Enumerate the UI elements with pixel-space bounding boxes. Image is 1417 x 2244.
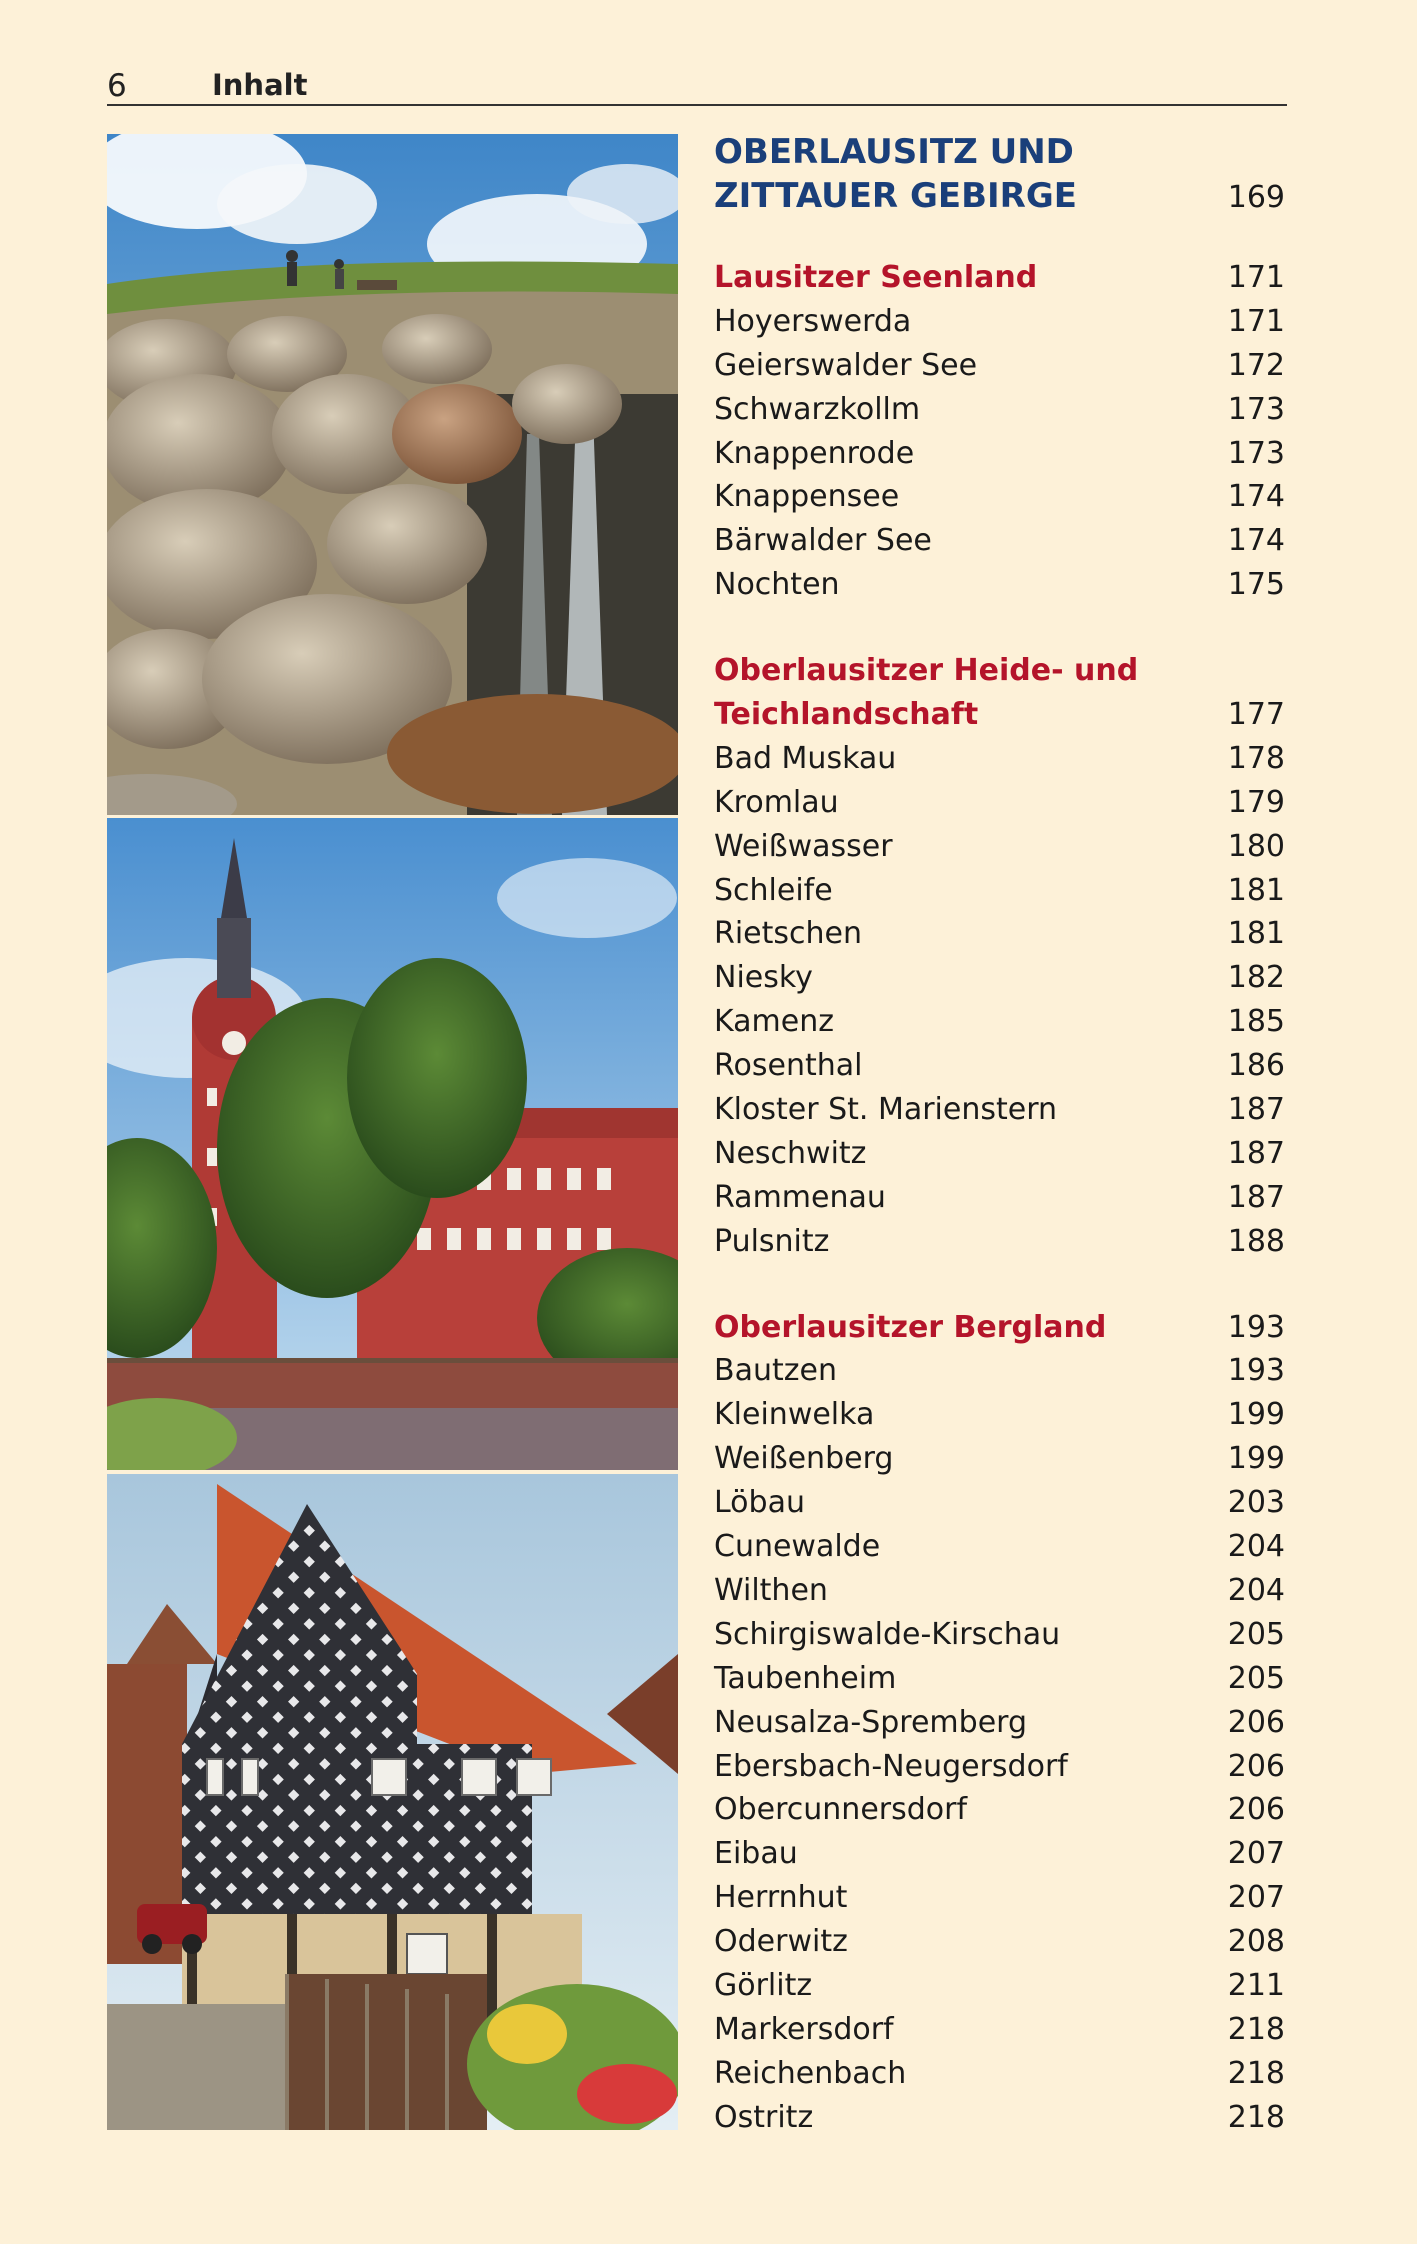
toc-entry[interactable] [714,912,1285,956]
toc-section-heading[interactable] [714,649,1285,693]
chapter-title [714,130,1285,218]
toc-entry-name: Kromlau [714,784,839,820]
toc-entry-page: 206 [1227,1704,1285,1740]
photo-castle-pond [107,818,678,1470]
toc-entry-name: Neusalza-Spremberg [714,1704,1028,1740]
toc-entry[interactable] [714,1569,1285,1613]
toc-entry-page: 218 [1227,2011,1285,2047]
toc-entry-page: 178 [1227,740,1285,776]
toc-entry[interactable] [714,1525,1285,1569]
running-title: Inhalt [212,68,308,102]
toc-entry-page: 187 [1227,1092,1285,1128]
section-heading-text: Lausitzer Seenland [714,260,1038,295]
toc-entry-name: Neschwitz [714,1135,867,1171]
toc-entry-page: 205 [1227,1660,1285,1696]
chapter-page: 169 [1227,180,1285,215]
toc-entry-name: Taubenheim [714,1660,897,1696]
section-spacer [714,1264,1285,1306]
toc-entry-page: 174 [1227,523,1285,559]
toc-entry[interactable] [714,1481,1285,1525]
toc-entry[interactable] [714,1132,1285,1176]
toc-entry-name: Rosenthal [714,1048,863,1084]
toc-entry-name: Hoyerswerda [714,303,912,339]
toc-entry-page: 205 [1227,1616,1285,1652]
toc-sections [714,218,1285,2140]
toc-entry[interactable] [714,1176,1285,1220]
toc-entry-page: 173 [1227,435,1285,471]
toc-entry-name: Schleife [714,872,833,908]
toc-entry[interactable] [714,1044,1285,1088]
toc-section-heading[interactable] [714,693,1285,737]
toc-entry-page: 207 [1227,1880,1285,1916]
toc-entry-name: Oderwitz [714,1924,848,1960]
toc-entry[interactable] [714,2008,1285,2052]
toc-entry-name: Rietschen [714,916,863,952]
photo-boulders-waterfall [107,134,678,815]
toc-entry-page: 173 [1227,391,1285,427]
chapter-title-line-1: OBERLAUSITZ UND [714,132,1074,172]
toc-section-heading[interactable] [714,256,1285,300]
toc-entry-page: 193 [1227,1353,1285,1389]
toc-entry[interactable] [714,1613,1285,1657]
toc-entry-name: Görlitz [714,1967,813,2003]
toc-entry[interactable] [714,781,1285,825]
chapter-title-row [714,174,1285,218]
toc-entry-page: 206 [1227,1792,1285,1828]
toc-entry-name: Wilthen [714,1572,828,1608]
toc-entry-page: 188 [1227,1223,1285,1259]
toc-entry-page: 208 [1227,1924,1285,1960]
toc-entry-page: 182 [1227,960,1285,996]
toc-entry-name: Ebersbach-Neugersdorf [714,1748,1068,1784]
toc-entry-name: Bautzen [714,1353,837,1389]
toc-entry-page: 186 [1227,1048,1285,1084]
toc-entry-name: Nochten [714,567,840,603]
toc-entry[interactable] [714,1000,1285,1044]
toc-entry-page: 207 [1227,1836,1285,1872]
toc-entry-page: 204 [1227,1572,1285,1608]
section-heading-text: Teichlandschaft [714,697,979,733]
page-number: 6 [107,68,127,104]
toc-entry-name: Pulsnitz [714,1223,830,1259]
toc-entry-page: 206 [1227,1748,1285,1784]
toc-entry[interactable] [714,1832,1285,1876]
toc-entry[interactable] [714,1220,1285,1264]
toc-entry-name: Bad Muskau [714,740,897,776]
toc-entry-name: Markersdorf [714,2011,894,2047]
toc-entry-name: Cunewalde [714,1529,881,1565]
section-page-number: 193 [1227,1309,1285,1345]
toc-entry[interactable] [714,519,1285,563]
toc-entry-name: Knappensee [714,479,900,515]
toc-entry-page: 199 [1227,1397,1285,1433]
toc-section-heading[interactable] [714,1306,1285,1350]
section-spacer [714,218,1285,256]
toc-entry[interactable] [714,2096,1285,2140]
toc-entry[interactable] [714,1876,1285,1920]
toc-entry-page: 218 [1227,2055,1285,2091]
toc-entry[interactable] [714,1920,1285,1964]
section-page-number: 177 [1227,697,1285,733]
toc-entry-name: Schirgiswalde-Kirschau [714,1616,1061,1652]
section-heading-text: Oberlausitzer Heide- und [714,653,1139,689]
toc-entry-name: Geierswalder See [714,347,978,383]
toc-entry[interactable] [714,825,1285,869]
toc-entry[interactable] [714,563,1285,607]
section-page-number: 171 [1227,260,1285,295]
toc-entry[interactable] [714,956,1285,1000]
section-spacer [714,607,1285,649]
toc-entry[interactable] [714,1745,1285,1789]
toc-entry-page: 174 [1227,479,1285,515]
toc-entry-name: Kamenz [714,1004,834,1040]
toc-entry-page: 172 [1227,347,1285,383]
toc-entry-page: 179 [1227,784,1285,820]
toc-entry-name: Löbau [714,1485,805,1521]
toc-entry-page: 181 [1227,872,1285,908]
toc-entry[interactable] [714,737,1285,781]
toc-entry-name: Schwarzkollm [714,391,921,427]
toc-entry-page: 180 [1227,828,1285,864]
chapter-title-line-2: ZITTAUER GEBIRGE [714,176,1077,216]
toc-entry[interactable] [714,1349,1285,1393]
toc-entry-name: Obercunnersdorf [714,1792,968,1828]
toc-entry-name: Rammenau [714,1179,886,1215]
toc-entry-page: 199 [1227,1441,1285,1477]
toc-entry[interactable] [714,1393,1285,1437]
toc-entry-name: Ostritz [714,2099,814,2135]
toc-entry[interactable] [714,1964,1285,2008]
toc-entry-page: 204 [1227,1529,1285,1565]
toc-entry-name: Herrnhut [714,1880,848,1916]
toc-entry-name: Knappenrode [714,435,915,471]
toc-entry-page: 218 [1227,2099,1285,2135]
toc-entry-name: Kleinwelka [714,1397,875,1433]
toc-entry-page: 175 [1227,567,1285,603]
toc-entry-name: Eibau [714,1836,798,1872]
toc-entry-name: Weißenberg [714,1441,894,1477]
toc-entry-name: Niesky [714,960,813,996]
toc-entry[interactable] [714,2052,1285,2096]
toc-entry-page: 187 [1227,1135,1285,1171]
toc-entry-page: 181 [1227,916,1285,952]
toc-entry[interactable] [714,475,1285,519]
toc-entry-name: Weißwasser [714,828,893,864]
toc-entry-page: 211 [1227,1967,1285,2003]
photo-half-timbered-house [107,1474,678,2130]
toc-entry[interactable] [714,432,1285,476]
toc-entry[interactable] [714,1657,1285,1701]
section-heading-text: Oberlausitzer Bergland [714,1309,1107,1345]
toc-entry-name: Bärwalder See [714,523,932,559]
toc-entry[interactable] [714,1788,1285,1832]
toc-entry-page: 187 [1227,1179,1285,1215]
page-header [107,60,1287,106]
toc-entry[interactable] [714,300,1285,344]
toc-entry[interactable] [714,1701,1285,1745]
toc-entry-name: Reichenbach [714,2055,907,2091]
toc-entry[interactable] [714,344,1285,388]
toc-entry[interactable] [714,1088,1285,1132]
toc-entry-name: Kloster St. Marienstern [714,1092,1058,1128]
toc-entry[interactable] [714,869,1285,913]
toc-entry-page: 203 [1227,1485,1285,1521]
toc-entry[interactable] [714,1437,1285,1481]
toc-entry-page: 185 [1227,1004,1285,1040]
table-of-contents [714,130,1285,2140]
toc-entry[interactable] [714,388,1285,432]
toc-entry-page: 171 [1227,303,1285,339]
